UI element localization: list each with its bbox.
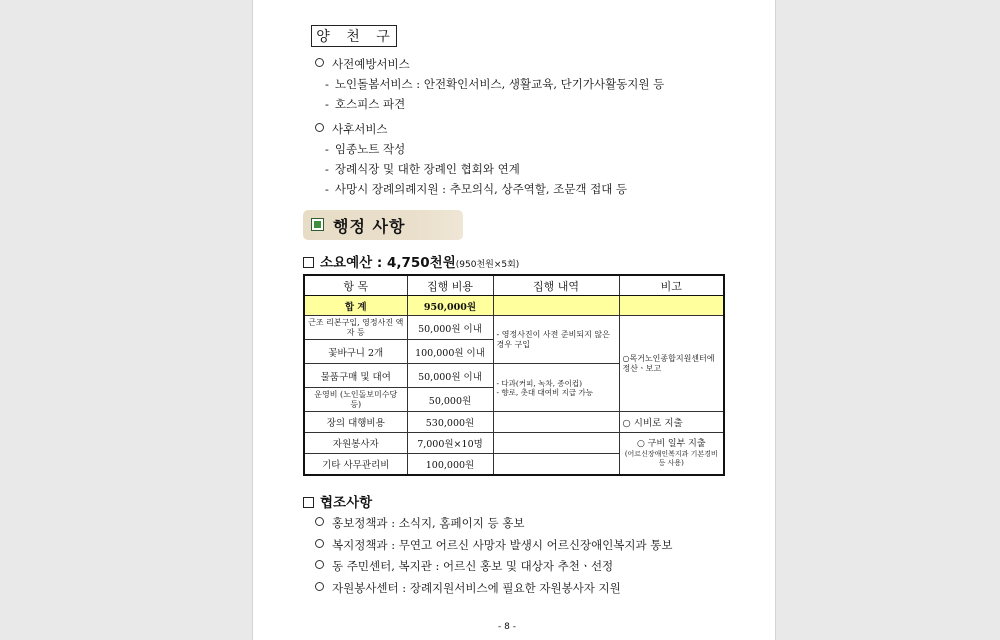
list-item: 동 주민센터, 복지관 : 어르신 홍보 및 대상자 추천ㆍ선정 [315,558,613,574]
table-row: 자원봉사자 7,000원×10명 ○ 구비 일부 지출 (어르신장애인복지과 기본경비 등 사용) [304,433,724,454]
column-header: 집행 내역 [493,275,619,296]
circle-bullet-icon [315,123,324,132]
circle-bullet-icon [315,58,324,67]
table-row: 장의 대행비용 530,000원 ○ 시비로 지출 [304,412,724,433]
list-item: - 임종노트 작성 [325,142,406,156]
list-item: - 호스피스 파견 [325,97,406,111]
checkbox-square-icon [303,497,314,508]
list-item: 복지정책과 : 무연고 어르신 사망자 발생시 어르신장애인복지과 통보 [315,537,673,553]
admin-section-title: 행정 사항 [333,217,406,236]
table-row: 기타 사무관리비 100,000원 [304,454,724,475]
circle-bullet-icon [315,560,324,569]
table-row: 꽃바구니 2개 100,000원 이내 [304,340,724,364]
admin-section-banner [303,210,463,240]
district-label: 양 천 구 [311,25,397,47]
table-row: 근조 리본구입, 영정사진 액자 등 50,000원 이내 - 영정사진이 사전 준비되지 않은 경우 구입 ○목거노인종합지원센터에 정산ㆍ보고 [304,316,724,340]
column-header: 비고 [619,275,724,296]
budget-heading: 소요예산 : 4,750천원(950천원×5회) [303,251,519,271]
green-square-icon [311,218,324,231]
document-page [252,0,776,640]
table-row: 물품구매 및 대여 50,000원 이내 - 다과(커피, 녹차, 종이컵) - 향로, 촛대 대여비 지급 가능 [304,364,724,388]
pre-service-heading: 사전예방서비스 [315,56,410,72]
post-service-heading: 사후서비스 [315,121,388,137]
column-header: 항 목 [304,275,407,296]
circle-bullet-icon [315,539,324,548]
table-row: 운영비 (노인돌보미수당 등) 50,000원 [304,388,724,412]
circle-bullet-icon [315,517,324,526]
cooperation-heading: 협조사항 [303,491,372,511]
table-header-row [304,275,724,296]
circle-bullet-icon [315,582,324,591]
table-row-total: 합 계 950,000원 [304,296,724,316]
list-item: - 사망시 장례의례지원 : 추모의식, 상주역할, 조문객 접대 등 [325,182,628,196]
list-item: 홍보정책과 : 소식지, 홈페이지 등 홍보 [315,515,524,531]
list-item: - 노인돌봄서비스 : 안전확인서비스, 생활교육, 단기가사활동지원 등 [325,77,665,91]
list-item: 자원봉사센터 : 장례지원서비스에 필요한 자원봉사자 지원 [315,580,621,596]
budget-table [303,274,725,476]
column-header: 집행 비용 [407,275,493,296]
page-number: - 8 - [498,622,516,632]
checkbox-square-icon [303,257,314,268]
list-item: - 장례식장 및 대한 장례인 협회와 연계 [325,162,520,176]
